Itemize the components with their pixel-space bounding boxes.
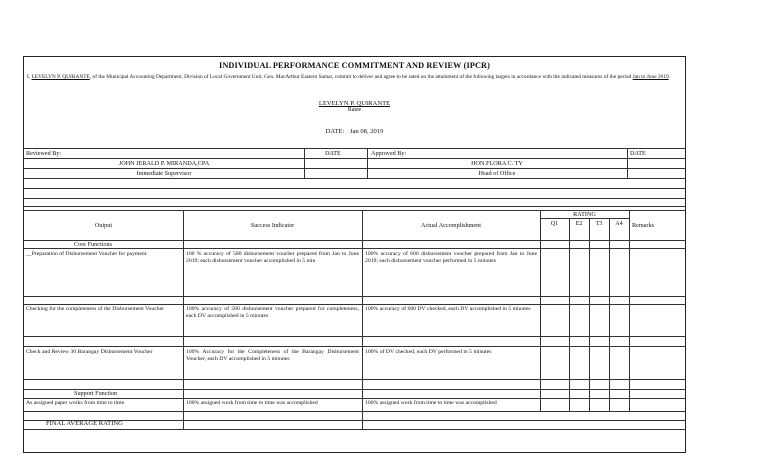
approver-title: Head of Office [478,170,516,177]
header-actual-accomplishment: Actual Accomplishment [421,222,481,229]
date-label: DATE: [325,128,345,135]
ratee-name: LEVELYN P. QUIRANTE [318,100,391,107]
header-t3: T3 [595,220,603,227]
header-a4: A4 [615,220,623,227]
date-value: Jan 08, 2019 [349,128,384,135]
core-row-2-success: 100% accuracy of 580 disbursement voucher prepared for completeness, each DV accomplished in 5 minutes [186,306,359,319]
ipcr-document [23,56,686,453]
reviewed-date-label: DATE [325,150,341,157]
core-row-3-actual: 100% of DV checked, each DV performed in 5 minutes [365,349,492,355]
intro-period: Jan to June 2019 [632,74,669,80]
header-e2: E2 [575,220,583,227]
core-row-3-success: 100% Accuracy for the Completeness of the Barangay Disbursement Voucher, each DV accomplished in 5 minutes [186,349,359,362]
header-q1: Q1 [550,220,559,227]
core-row-3-output: Check and Review 30 Barangay Disbursement Voucher [26,349,153,355]
core-row-2-actual: 100% accuracy of 600 DV checked, each DV accomplished in 5 minutes [365,306,531,312]
intro-commitment-text: , of the Municipal Accounting Department, Division of Local Government Unit, Gen. MacArthur Eastern Samar, commit to deliver and agree to be rated on the attainment of the following targets in accordance with the indicated measures of the period [89,74,632,80]
approved-by-label: Approved By: [371,150,407,157]
ratee-label: Ratee [347,107,362,113]
reviewed-by-label: Reviewed By: [26,150,62,157]
core-row-1-actual: 100% accuracy of 600 disbursement voucher prepared from Jan to June 2019; each disbursement voucher performed in 5 minutes [365,251,537,264]
intro-prefix: I, [27,74,31,80]
header-success-indicator: Success Indicator [250,222,295,229]
header-remarks: Remarks [632,222,654,229]
core-row-1-success: 100 % accuracy of 580 disbursement voucher prepared from Jan to June 2019; each disbursement voucher accomplished in 5 min [186,251,359,264]
header-output: Output [94,222,113,229]
reviewer-title: Immediate Supervisor [136,170,192,177]
support-row-1-actual: 100% assigned work from time to time was accomplished [365,400,497,406]
support-row-1-output: As assigned paper works from time to time [26,400,125,406]
final-average-rating-label: FINAL AVERAGE RATING [46,420,123,427]
approver-name: HON.FLORA C. TY [471,160,523,167]
intro-employee-name: LEVELYN P. QUIRANTE [31,74,90,80]
core-row-2-output: Checking for the completeness of the Disbursement Voucher [26,306,164,312]
document-title: INDIVIDUAL PERFORMANCE COMMITMENT AND REVIEW (IPCR) [219,61,490,70]
intro-paragraph: I, LEVELYN P. QUIRANTE, of the Municipal Accounting Department, Division of Local Government Unit, Gen. MacArthur Eastern Samar, commit to deliver and agree to be rated on the attainment of the following targets in accordance with the indicated measures of the period Jan to June 2019. [27,74,671,80]
header-rating: RATING [573,211,596,218]
reviewer-name: JOHN JERALD P. MIRANDA,CPA [118,160,210,167]
core-functions-label: Core Functions [74,241,112,248]
support-function-label: Support Function [74,390,118,397]
approved-date-label: DATE [630,150,646,157]
ratee-block [24,100,685,113]
support-row-1-success: 100% assigned work from time to time was accomplished [186,400,318,406]
date-line [24,128,685,135]
core-row-1-output: __Preparation of Disbursement Voucher for payment. [26,251,148,257]
